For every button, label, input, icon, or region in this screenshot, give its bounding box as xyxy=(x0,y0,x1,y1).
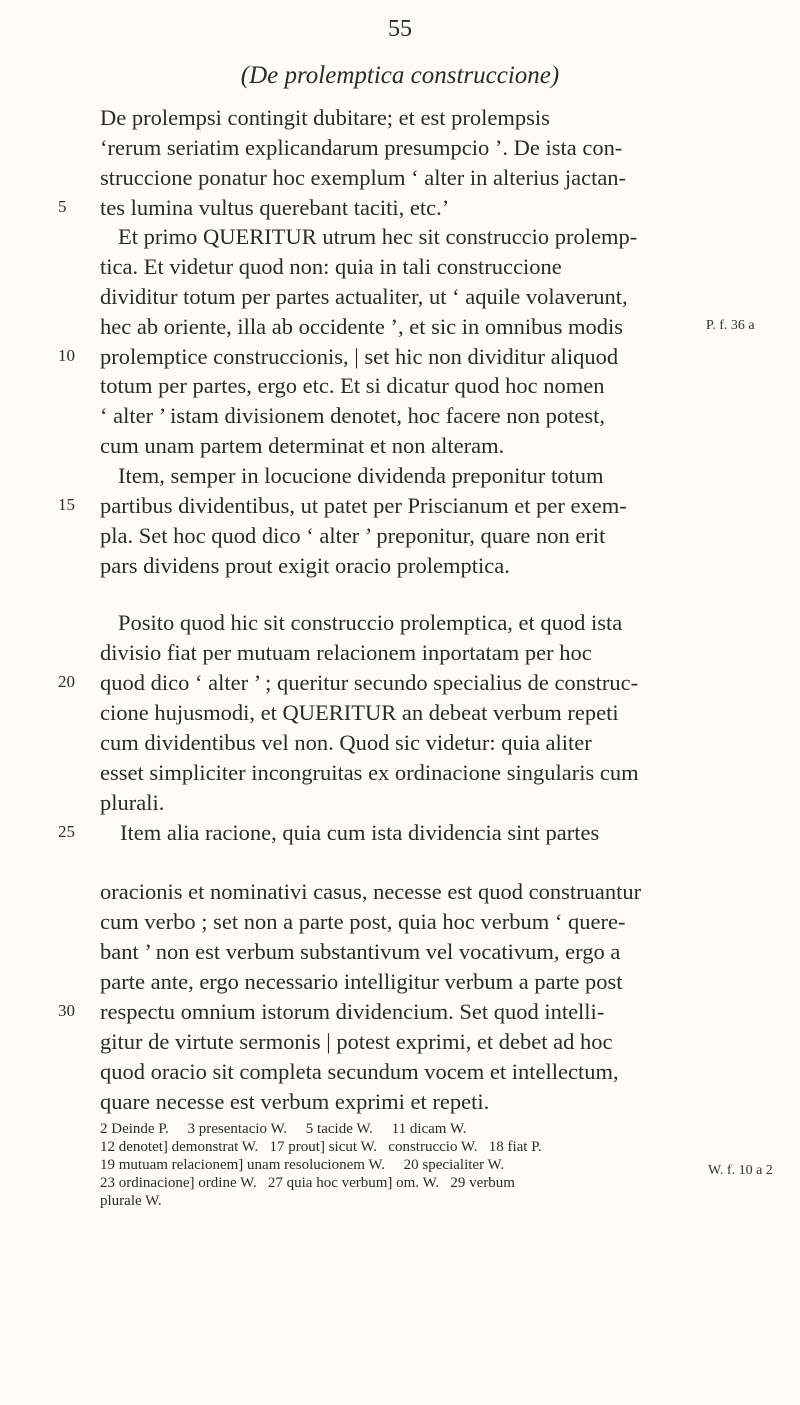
text-line: struccione ponatur hoc exemplum ‘ alter in alterius jactan- xyxy=(100,165,627,190)
footnote-line: 2 Deinde P. 3 presentacio W. 5 tacide W. 11 dicam W. xyxy=(100,1121,467,1137)
text-line: tes lumina vultus querebant taciti, etc.’ xyxy=(100,195,450,220)
text-line: gitur de virtute sermonis | potest exprimi, et debet ad hoc xyxy=(100,1029,613,1054)
text-line: De prolempsi contingit dubitare; et est prolempsis xyxy=(100,105,550,130)
text-line: pars dividens prout exigit oracio prolemptica. xyxy=(100,553,510,578)
text-line: ‘ alter ’ istam divisionem denotet, hoc facere non potest, xyxy=(100,403,606,428)
text-line: cum unam partem determinat et non alteram. xyxy=(100,433,505,458)
text-line: partibus dividentibus, ut patet per Priscianum et per exem- xyxy=(100,493,627,518)
text-line: bant ’ non est verbum substantivum vel vocativum, ergo a xyxy=(100,939,621,964)
text-line: oracionis et nominativi casus, necesse est quod construantur xyxy=(100,879,642,904)
text-line: totum per partes, ergo etc. Et si dicatur quod hoc nomen xyxy=(100,373,605,398)
text-line: dividitur totum per partes actualiter, ut ‘ aquile volaverunt, xyxy=(100,284,628,309)
text-line: Posito quod hic sit construccio prolemptica, et quod ista xyxy=(118,610,623,635)
text-line: esset simpliciter incongruitas ex ordinacione singularis cum xyxy=(100,760,639,785)
text-line: respectu omnium istorum dividencium. Set quod intelli- xyxy=(100,999,605,1024)
margin-note-p: P. f. 36 a xyxy=(706,318,755,333)
line-number: 10 xyxy=(58,346,75,365)
footnote-line: plurale W. xyxy=(100,1193,162,1209)
text-line: divisio fiat per mutuam relacionem inportatam per hoc xyxy=(100,640,592,665)
footnote-line: 12 denotet] demonstrat W. 17 prout] sicut W. construccio W. 18 fiat P. xyxy=(100,1139,542,1155)
line-number: 30 xyxy=(58,1001,75,1020)
text-line: parte ante, ergo necessario intelligitur verbum a parte post xyxy=(100,969,623,994)
line-number: 5 xyxy=(58,197,67,216)
line-number: 20 xyxy=(58,672,75,691)
text-line: Item, semper in locucione dividenda preponitur totum xyxy=(118,463,604,488)
text-line: tica. Et videtur quod non: quia in tali construccione xyxy=(100,254,562,279)
text-line: quod oracio sit completa secundum vocem et intellectum, xyxy=(100,1059,619,1084)
text-line: hec ab oriente, illa ab occidente ’, et sic in omnibus modis xyxy=(100,314,623,339)
text-line: plurali. xyxy=(100,790,165,815)
text-line: cum verbo ; set non a parte post, quia hoc verbum ‘ quere- xyxy=(100,909,626,934)
text-line: Item alia racione, quia cum ista dividencia sint partes xyxy=(120,820,600,845)
footnote-line: 19 mutuam relacionem] unam resolucionem W. 20 specialiter W. xyxy=(100,1157,505,1173)
text-line: ‘rerum seriatim explicandarum presumpcio ’. De ista con- xyxy=(100,135,623,160)
text-line: cione hujusmodi, et QUERITUR an debeat verbum repeti xyxy=(100,700,619,725)
margin-note-w: W. f. 10 a 2 xyxy=(708,1163,773,1178)
footnote-line: 23 ordinacione] ordine W. 27 quia hoc verbum] om. W. 29 verbum xyxy=(100,1175,515,1191)
text-line: pla. Set hoc quod dico ‘ alter ’ preponitur, quare non erit xyxy=(100,523,606,548)
line-number: 15 xyxy=(58,495,75,514)
text-line: quod dico ‘ alter ’ ; queritur secundo specialius de construc- xyxy=(100,670,639,695)
line-number: 25 xyxy=(58,822,75,841)
text-line: quare necesse est verbum exprimi et repeti. xyxy=(100,1089,490,1114)
text-line: Et primo QUERITUR utrum hec sit construccio prolemp- xyxy=(118,224,638,249)
text-line: prolemptice construccionis, | set hic non dividitur aliquod xyxy=(100,344,619,369)
text-line: cum dividentibus vel non. Quod sic videtur: quia aliter xyxy=(100,730,592,755)
section-heading: (De prolemptica construccione) xyxy=(240,62,560,89)
page-number: 55 xyxy=(388,16,412,42)
